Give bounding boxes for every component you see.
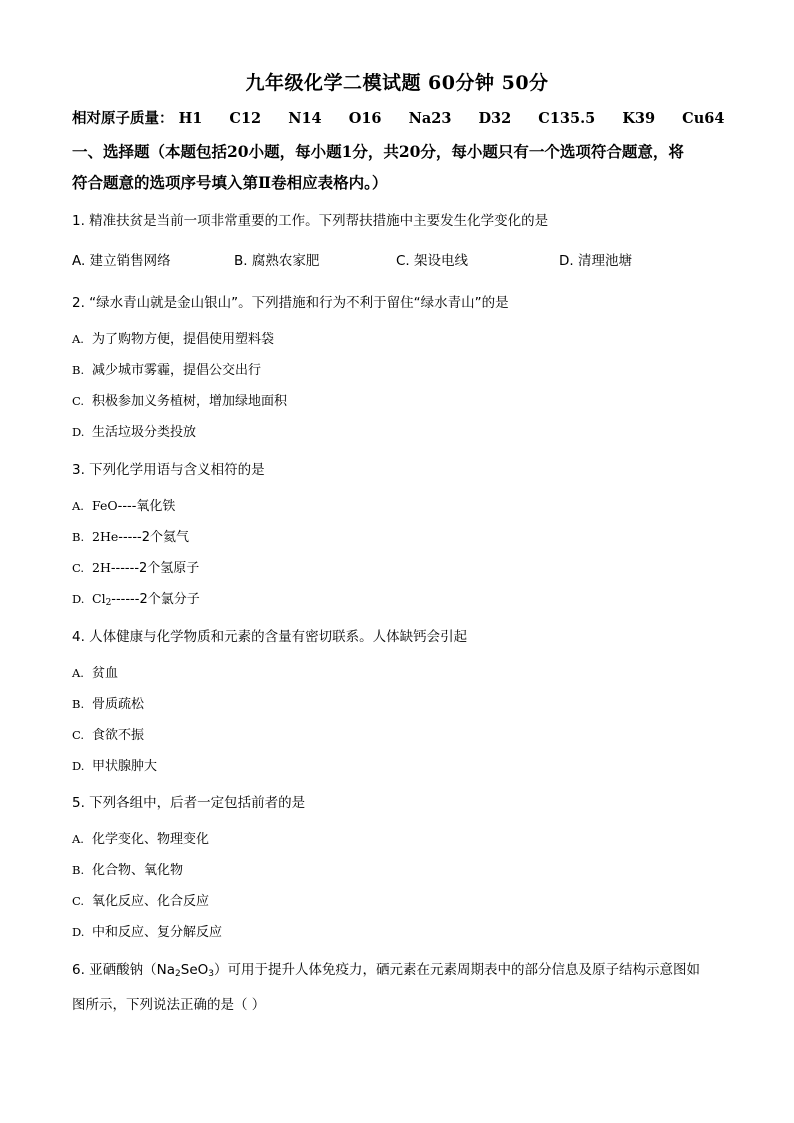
question-4-stem: 4. 人体健康与化学物质和元素的含量有密切联系。人体缺钙会引起 [72, 629, 468, 645]
question-4-option-c: C. 食欲不振 [72, 728, 145, 743]
question-5-option-c: C. 氧化反应、化合反应 [72, 894, 210, 909]
question-5-option-a: A. 化学变化、物理变化 [72, 832, 210, 847]
atomic-mass-c: C12 [229, 110, 262, 127]
atomic-mass-k: K39 [622, 110, 656, 127]
question-2-option-a: A. 为了购物方便，提倡使用塑料袋 [72, 332, 275, 347]
question-1-option-b: B. 腐熟农家肥 [234, 253, 320, 269]
atomic-mass-cl: C135.5 [538, 110, 596, 127]
question-3-option-c: C. 2H------2个氢原子 [72, 560, 200, 576]
atomic-mass-h: H1 [178, 110, 203, 127]
question-1-option-a: A. 建立销售网络 [72, 253, 171, 269]
section-heading-line2: 符合题意的选项序号填入第Ⅱ卷相应表格内。） [72, 173, 388, 192]
question-1-option-c: C. 架设电线 [396, 253, 469, 269]
question-3-option-a: A. FeO----氧化铁 [72, 498, 176, 514]
question-6-stem-line1: 6. 亚硒酸钠$(Na_2SeO_3)$可用于提升人体免疫力，硒元素在元素周期表中的部分信息及原子结构示意图如 [72, 962, 701, 979]
atomic-mass-label: 相对原子质量： [72, 110, 174, 127]
question-5-option-d: D. 中和反应、复分解反应 [72, 925, 223, 940]
question-3-stem: 3. 下列化学用语与含义相符的是 [72, 462, 265, 478]
question-5-option-b: B. 化合物、氧化物 [72, 863, 184, 878]
question-2-stem: 2. “绿水青山就是金山银山”。下列措施和行为不利于留住“绿水青山”的是 [72, 295, 509, 311]
page-title: 九年级化学二模试题 60分钟 50分 [245, 72, 549, 94]
question-6-stem-line2: 图所示，下列说法正确的是（ ） [72, 997, 266, 1013]
question-2-option-b: B. 减少城市雾霾，提倡公交出行 [72, 363, 262, 378]
question-1-option-d: D. 清理池塘 [559, 253, 632, 269]
section-heading-line1: 一、选择题（本题包括20小题，每小题1分，共20分，每小题只有一个选项符合题意，将 [72, 142, 684, 161]
question-3-option-b: B. 2He-----2个氦气 [72, 529, 189, 545]
question-5-stem: 5. 下列各组中，后者一定包括前者的是 [72, 795, 306, 811]
atomic-mass-n: N14 [288, 110, 322, 127]
question-4-option-b: B. 骨质疏松 [72, 697, 145, 712]
question-3-option-d: D. $Cl_2------2$个氯分子 [72, 591, 200, 608]
atomic-mass-na: Na23 [408, 110, 452, 127]
atomic-mass-line [72, 107, 746, 128]
question-2-option-d: D. 生活垃圾分类投放 [72, 425, 197, 440]
question-2-option-c: C. 积极参加义务植树，增加绿地面积 [72, 394, 288, 409]
atomic-mass-d: D32 [478, 110, 512, 127]
question-1-stem: 1. 精准扶贫是当前一项非常重要的工作。下列帮扶措施中主要发生化学变化的是 [72, 213, 549, 229]
atomic-mass-cu: Cu64 [682, 110, 725, 127]
question-4-option-d: D. 甲状腺肿大 [72, 759, 158, 774]
atomic-mass-o: O16 [348, 110, 382, 127]
question-4-option-a: A. 贫血 [72, 666, 119, 681]
